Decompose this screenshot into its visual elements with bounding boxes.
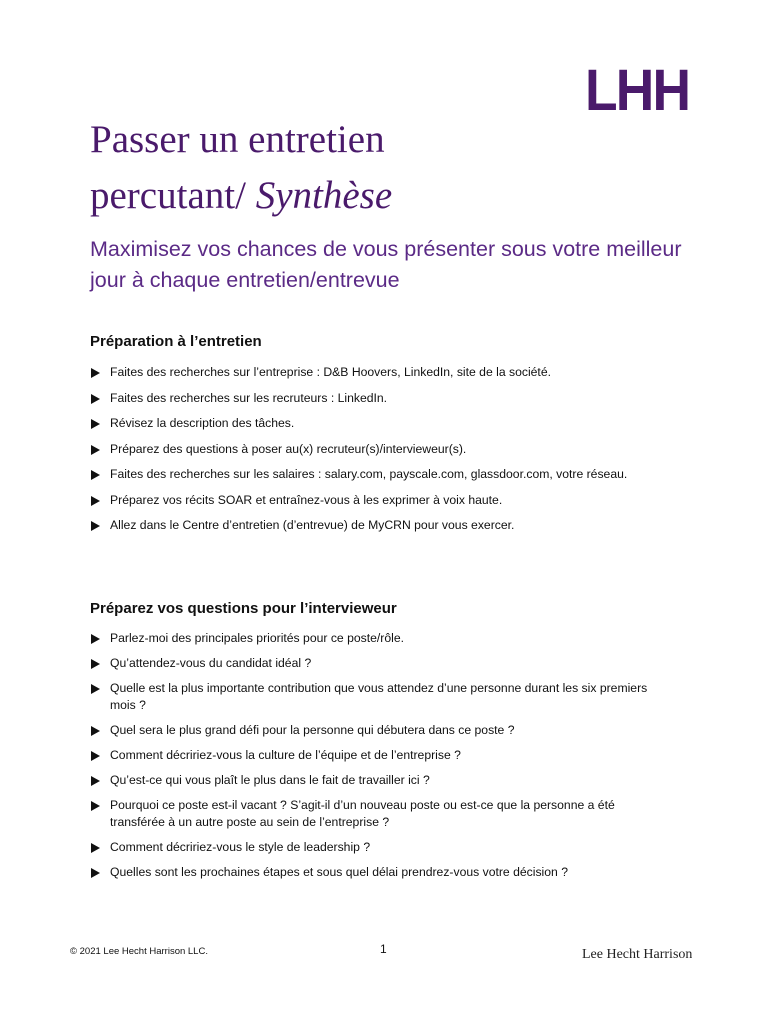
bullet-arrow-icon bbox=[91, 521, 100, 531]
list-item-text: Préparez vos récits SOAR et entraînez-vous à les exprimer à voix haute. bbox=[110, 492, 503, 507]
title-line-2: percutant/ bbox=[90, 174, 256, 217]
list-item-text: Quelle est la plus importante contribution que vous attendez d’une personne durant les six premiers mois ? bbox=[110, 681, 648, 712]
list-item bbox=[90, 772, 670, 789]
list-item bbox=[90, 441, 670, 458]
page-number: 1 bbox=[380, 942, 387, 956]
bullet-arrow-icon bbox=[91, 445, 100, 455]
list-item-text: Faites des recherches sur les salaires : salary.com, payscale.com, glassdoor.com, votre réseau. bbox=[110, 467, 628, 481]
questions-list bbox=[90, 630, 670, 889]
list-item bbox=[90, 722, 670, 739]
list-item-text: Faites des recherches sur l’entreprise : D&B Hoovers, LinkedIn, site de la société. bbox=[110, 365, 551, 379]
lhh-logo: LHH bbox=[585, 58, 690, 123]
list-item bbox=[90, 390, 670, 407]
bullet-arrow-icon bbox=[91, 684, 100, 694]
list-item bbox=[90, 492, 670, 509]
list-item-text: Pourquoi ce poste est-il vacant ? S’agit-il d’un nouveau poste ou est-ce que la personne a été transférée à un autre poste au sein de l’entreprise ? bbox=[110, 798, 615, 829]
bullet-arrow-icon bbox=[91, 843, 100, 853]
list-item bbox=[90, 839, 670, 856]
bullet-arrow-icon bbox=[91, 368, 100, 378]
list-item-text: Comment décririez-vous la culture de l’équipe et de l’entreprise ? bbox=[110, 748, 461, 762]
bullet-arrow-icon bbox=[91, 751, 100, 761]
bullet-arrow-icon bbox=[91, 634, 100, 644]
document-subtitle: Maximisez vos chances de vous présenter sous votre meilleur jour à chaque entretien/entrevue bbox=[90, 237, 682, 292]
bullet-arrow-icon bbox=[91, 659, 100, 669]
list-item bbox=[90, 364, 670, 381]
document-title bbox=[90, 112, 392, 224]
bullet-arrow-icon bbox=[91, 394, 100, 404]
list-item-text: Préparez des questions à poser au(x) recruteur(s)/intervieweur(s). bbox=[110, 441, 467, 456]
list-item bbox=[90, 415, 670, 432]
list-item bbox=[90, 797, 670, 831]
section-heading-questions: Préparez vos questions pour l’intervieweur bbox=[90, 600, 397, 617]
bullet-arrow-icon bbox=[91, 868, 100, 878]
list-item bbox=[90, 747, 670, 764]
list-item-text: Qu’est-ce qui vous plaît le plus dans le fait de travailler ici ? bbox=[110, 773, 430, 787]
footer-copyright: © 2021 Lee Hecht Harrison LLC. bbox=[70, 946, 208, 957]
bullet-arrow-icon bbox=[91, 419, 100, 429]
bullet-arrow-icon bbox=[91, 776, 100, 786]
footer-brand: Lee Hecht Harrison bbox=[582, 947, 693, 959]
list-item bbox=[90, 466, 670, 483]
list-item-text: Qu’attendez-vous du candidat idéal ? bbox=[110, 656, 312, 670]
list-item-text: Parlez-moi des principales priorités pour ce poste/rôle. bbox=[110, 631, 404, 645]
bullet-arrow-icon bbox=[91, 726, 100, 736]
bullet-arrow-icon bbox=[91, 801, 100, 811]
section-heading-preparation: Préparation à l’entretien bbox=[90, 333, 262, 350]
list-item-text: Allez dans le Centre d’entretien (d’entrevue) de MyCRN pour vous exercer. bbox=[110, 518, 515, 532]
bullet-arrow-icon bbox=[91, 496, 100, 506]
preparation-list bbox=[90, 364, 670, 543]
list-item bbox=[90, 655, 670, 672]
list-item bbox=[90, 517, 670, 534]
list-item-text: Comment décririez-vous le style de leadership ? bbox=[110, 840, 371, 854]
title-line-1: Passer un entretien bbox=[90, 118, 385, 161]
list-item-text: Révisez la description des tâches. bbox=[110, 416, 295, 430]
title-line-2-italic: Synthèse bbox=[255, 174, 393, 217]
list-item bbox=[90, 680, 670, 714]
list-item-text: Faites des recherches sur les recruteurs : LinkedIn. bbox=[110, 390, 388, 405]
list-item-text: Quelles sont les prochaines étapes et sous quel délai prendrez-vous votre décision ? bbox=[110, 865, 568, 879]
list-item bbox=[90, 864, 670, 881]
list-item bbox=[90, 630, 670, 647]
list-item-text: Quel sera le plus grand défi pour la personne qui débutera dans ce poste ? bbox=[110, 723, 515, 737]
bullet-arrow-icon bbox=[91, 470, 100, 480]
